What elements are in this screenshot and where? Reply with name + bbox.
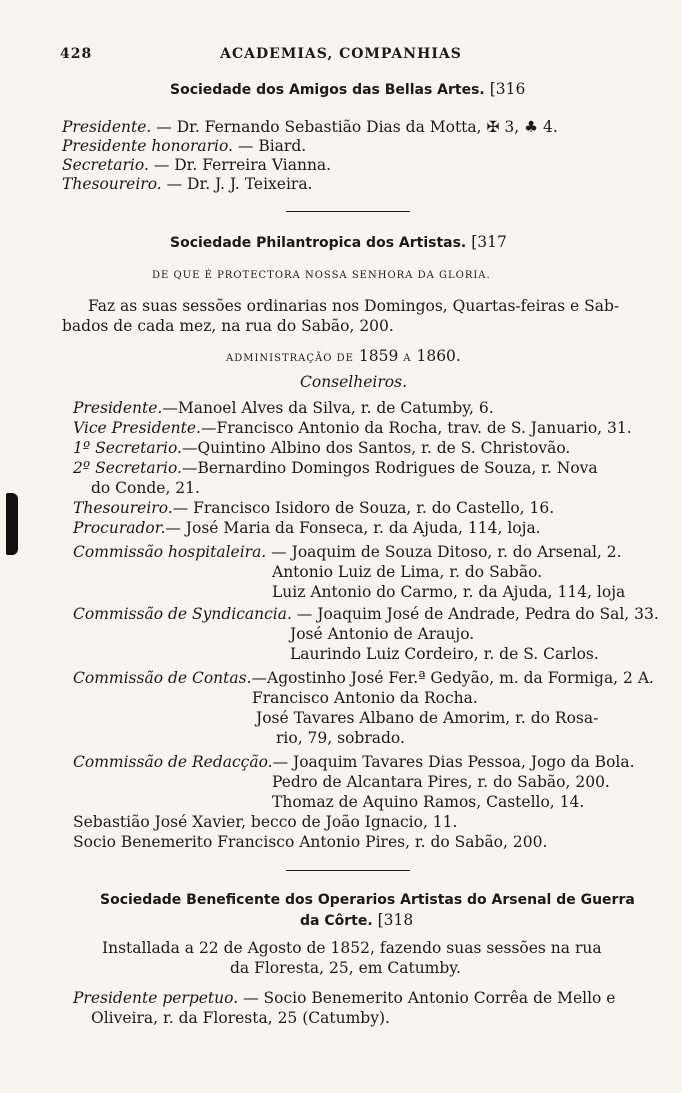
s318-intro-2: da Floresta, 25, em Catumby. — [230, 959, 461, 977]
section-318-heading-2 — [300, 910, 413, 931]
section-316-number: [316 — [489, 80, 526, 98]
s317-line-0: Presidente.—Manoel Alves da Silva, r. de Catumby, 6. — [73, 399, 494, 417]
section-divider — [286, 870, 410, 871]
s317-line-16: rio, 79, sobrado. — [276, 729, 405, 747]
s317-line-6: Procurador.— José Maria da Fonseca, r. da Ajuda, 114, loja. — [73, 519, 541, 537]
s317-intro-2: bados de cada mez, na rua do Sabão, 200. — [62, 317, 394, 335]
s317-line-7: Commissão hospitaleira. — Joaquim de Souza Ditoso, r. do Arsenal, 2. — [73, 543, 622, 561]
running-title: ACADEMIAS, COMPANHIAS — [220, 46, 462, 62]
s317-line-14: Francisco Antonio da Rocha. — [252, 689, 478, 707]
s317-line-10: Commissão de Syndicancia. — Joaquim José de Andrade, Pedra do Sal, 33. — [73, 605, 659, 623]
s318-line-1: Oliveira, r. da Floresta, 25 (Catumby). — [91, 1009, 390, 1027]
section-316-heading — [170, 79, 525, 100]
s317-line-2: 1º Secretario.—Quintino Albino dos Santos, r. de S. Christovão. — [73, 439, 571, 457]
section-318-number: [318 — [377, 911, 414, 929]
s316-line-0: Presidente. — Dr. Fernando Sebastião Dias da Motta, ✠ 3, ♣ 4. — [62, 118, 558, 136]
section-316-title: Sociedade dos Amigos das Bellas Artes. — [170, 82, 485, 98]
s317-line-12: Laurindo Luiz Cordeiro, r. de S. Carlos. — [290, 645, 599, 663]
s317-line-18: Pedro de Alcantara Pires, r. do Sabão, 200. — [272, 773, 610, 791]
s317-line-4: do Conde, 21. — [91, 479, 200, 497]
section-317-subtitle: DE QUE É PROTECTORA NOSSA SENHORA DA GLORIA. — [152, 270, 491, 281]
s317-line-11: José Antonio de Araujo. — [290, 625, 475, 643]
s318-line-0: Presidente perpetuo. — Socio Benemerito Antonio Corrêa de Mello e — [73, 989, 616, 1007]
section-divider — [286, 211, 410, 212]
s317-line-3: 2º Secretario.—Bernardino Domingos Rodrigues de Souza, r. Nova — [73, 459, 598, 477]
s317-line-1: Vice Presidente.—Francisco Antonio da Rocha, trav. de S. Januario, 31. — [73, 419, 632, 437]
section-317-number: [317 — [471, 233, 507, 251]
section-317-title: Sociedade Philantropica dos Artistas. — [170, 235, 467, 251]
page-number: 428 — [60, 46, 93, 62]
s317-line-17: Commissão de Redacção.— Joaquim Tavares Dias Pessoa, Jogo da Bola. — [73, 753, 635, 771]
s317-line-19: Thomaz de Aquino Ramos, Castello, 14. — [272, 793, 585, 811]
s317-line-15: José Tavares Albano de Amorim, r. do Rosa- — [256, 709, 599, 727]
s317-intro-1: Faz as suas sessões ordinarias nos Domingos, Quartas-feiras e Sab- — [88, 297, 620, 315]
s316-line-2: Secretario. — Dr. Ferreira Vianna. — [62, 156, 332, 174]
s317-line-13: Commissão de Contas.—Agostinho José Fer.ª Gedyão, m. da Formiga, 2 A. — [73, 669, 654, 687]
s318-intro-1: Installada a 22 de Agosto de 1852, fazendo suas sessões na rua — [102, 939, 602, 957]
s317-line-9: Luiz Antonio do Carmo, r. da Ajuda, 114, loja — [272, 583, 626, 601]
section-318-title-1: Sociedade Beneficente dos Operarios Artistas do Arsenal de Guerra — [100, 892, 635, 908]
page-header — [60, 46, 622, 68]
ink-blot — [6, 493, 18, 555]
s317-line-5: Thesoureiro.— Francisco Isidoro de Souza, r. do Castello, 16. — [73, 499, 555, 517]
section-317-heading — [170, 232, 507, 253]
s317-line-8: Antonio Luiz de Lima, r. do Sabão. — [272, 563, 543, 581]
s317-line-21: Socio Benemerito Francisco Antonio Pires, r. do Sabão, 200. — [73, 833, 548, 851]
s317-line-20: Sebastião José Xavier, becco de João Ignacio, 11. — [73, 813, 458, 831]
s316-line-3: Thesoureiro. — Dr. J. J. Teixeira. — [62, 175, 313, 193]
s317-conselheiros: Conselheiros. — [300, 373, 407, 391]
section-318-title-2: da Côrte. — [300, 913, 373, 929]
s316-line-1: Presidente honorario. — Biard. — [62, 137, 307, 155]
s317-administration: ADMINISTRAÇÃO DE 1859 A 1860. — [226, 347, 461, 365]
